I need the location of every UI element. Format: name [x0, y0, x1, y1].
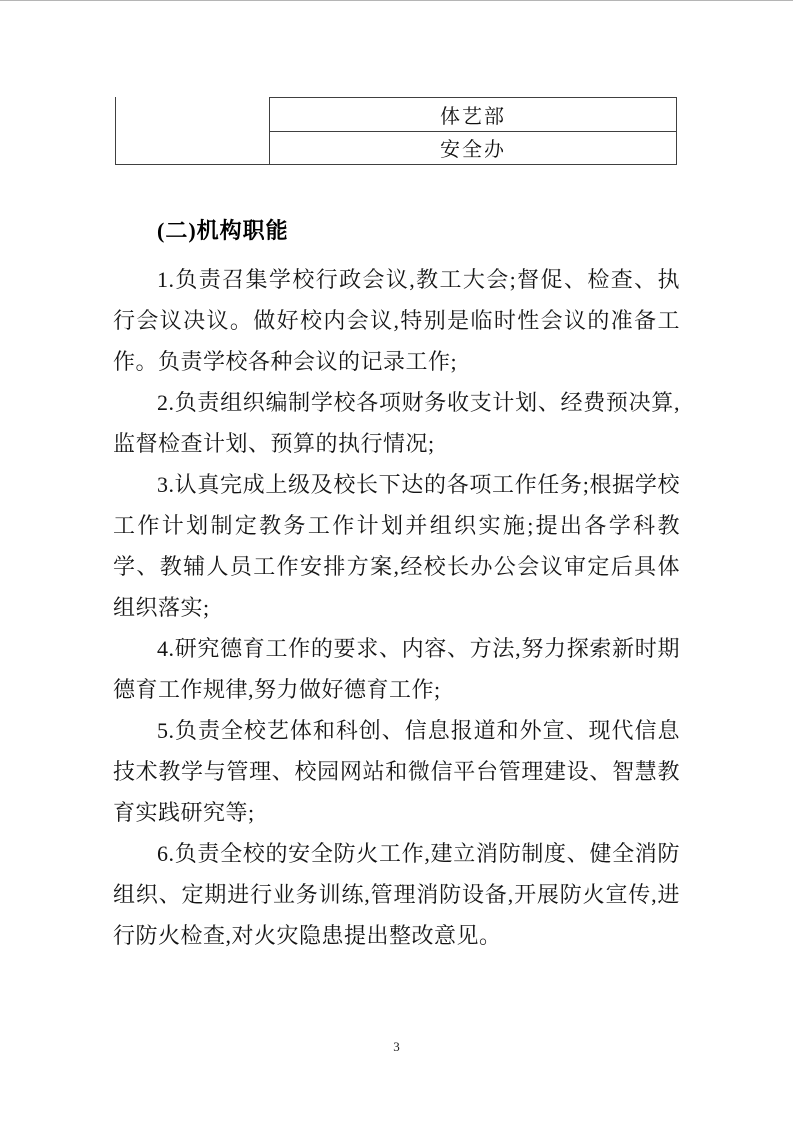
paragraph-6: 6.负责全校的安全防火工作,建立消防制度、健全消防组织、定期进行业务训练,管理消防设备,开展防火宣传,进行防火检查,对火灾隐患提出整改意见。 — [113, 841, 680, 948]
paragraph-5: 5.负责全校艺体和科创、信息报道和外宣、现代信息技术教学与管理、校园网站和微信平台管理建设、智慧教育实践研究等; — [113, 718, 680, 825]
paragraph-1: 1.负责召集学校行政会议,教工大会;督促、检查、执行会议决议。做好校内会议,特别是临时性会议的准备工作。负责学校各种会议的记录工作; — [113, 267, 680, 374]
table-cell-department: 体艺部 — [270, 98, 676, 132]
table-cell-left-empty — [115, 97, 269, 165]
page-number: 3 — [393, 1039, 400, 1054]
paragraph-3: 3.认真完成上级及校长下达的各项工作任务;根据学校工作计划制定教务工作计划并组织实施;提出各学科教学、教辅人员工作安排方案,经校长办公会议审定后具体组织落实; — [113, 472, 680, 620]
table-column-departments — [269, 97, 677, 165]
table-cell-department: 安全办 — [440, 139, 506, 162]
section-heading: (二)机构职能 — [157, 218, 289, 243]
document-body — [113, 213, 680, 956]
org-structure-table-fragment — [115, 97, 677, 165]
paragraph-4: 4.研究德育工作的要求、内容、方法,努力探索新时期德育工作规律,努力做好德育工作; — [113, 636, 680, 702]
paragraph-2: 2.负责组织编制学校各项财务收支计划、经费预决算,监督检查计划、预算的执行情况; — [113, 390, 680, 456]
